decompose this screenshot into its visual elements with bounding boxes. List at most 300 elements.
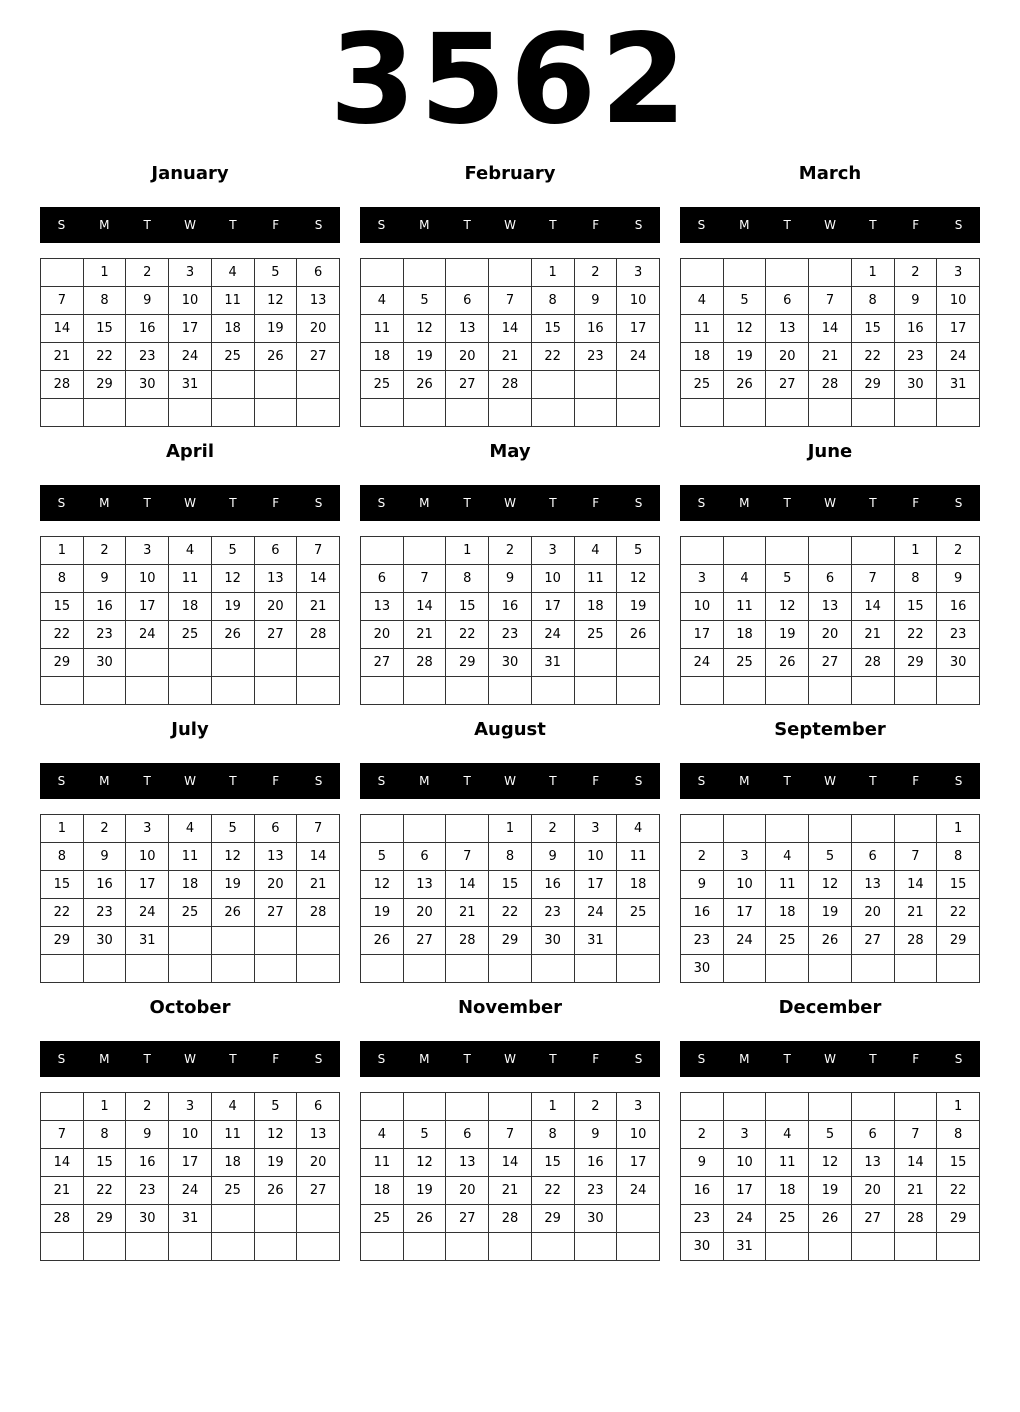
day-cell: 6 — [766, 287, 809, 315]
day-cell — [403, 955, 446, 983]
day-cell — [403, 399, 446, 427]
day-cell — [446, 815, 489, 843]
weekday-label: W — [824, 774, 836, 788]
day-cell — [361, 1093, 404, 1121]
day-cell — [723, 1093, 766, 1121]
day-cell: 10 — [531, 565, 574, 593]
day-cell: 9 — [681, 1149, 724, 1177]
day-cell: 28 — [41, 1205, 84, 1233]
day-cell — [617, 677, 660, 705]
day-cell — [361, 399, 404, 427]
weekday-label: T — [869, 1052, 877, 1066]
day-cell — [126, 955, 169, 983]
weekday-label: S — [377, 496, 386, 510]
day-cell: 1 — [937, 1093, 980, 1121]
day-cell: 13 — [403, 871, 446, 899]
week-row — [41, 1233, 340, 1261]
week-row — [41, 1121, 340, 1149]
day-cell: 25 — [169, 899, 212, 927]
day-cell: 10 — [723, 1149, 766, 1177]
weekday-label: T — [869, 496, 877, 510]
day-cell: 31 — [574, 927, 617, 955]
day-cell: 26 — [361, 927, 404, 955]
day-cell: 19 — [809, 1177, 852, 1205]
day-cell: 26 — [766, 649, 809, 677]
week-row — [361, 1205, 660, 1233]
day-cell: 18 — [766, 1177, 809, 1205]
day-cell: 22 — [83, 1177, 126, 1205]
weekday-label: S — [954, 496, 963, 510]
week-row — [41, 843, 340, 871]
day-cell — [937, 955, 980, 983]
day-cell: 2 — [83, 537, 126, 565]
day-cell: 17 — [531, 593, 574, 621]
weekday-label: S — [954, 1052, 963, 1066]
day-cell — [681, 677, 724, 705]
day-cell: 16 — [894, 315, 937, 343]
weekday-label: S — [57, 496, 66, 510]
day-cell: 17 — [617, 315, 660, 343]
week-row — [361, 259, 660, 287]
day-cell: 1 — [851, 259, 894, 287]
weekday-label: W — [824, 218, 836, 232]
weekday-label: S — [697, 496, 706, 510]
weekday-label: T — [783, 774, 791, 788]
day-cell — [403, 815, 446, 843]
day-cell: 30 — [937, 649, 980, 677]
day-cell: 11 — [617, 843, 660, 871]
day-cell: 5 — [809, 1121, 852, 1149]
day-cell: 19 — [809, 899, 852, 927]
day-cell: 2 — [126, 259, 169, 287]
day-cell: 13 — [446, 1149, 489, 1177]
week-row — [361, 565, 660, 593]
day-cell: 23 — [489, 621, 532, 649]
day-cell: 23 — [531, 899, 574, 927]
day-cell: 3 — [126, 537, 169, 565]
day-cell: 4 — [211, 259, 254, 287]
day-cell: 3 — [723, 1121, 766, 1149]
weekday-label: M — [99, 496, 110, 510]
day-cell: 15 — [83, 1149, 126, 1177]
day-cell: 12 — [211, 843, 254, 871]
week-row — [681, 955, 980, 983]
day-cell: 9 — [681, 871, 724, 899]
day-cell: 21 — [809, 343, 852, 371]
day-cell: 10 — [574, 843, 617, 871]
weekday-label: F — [592, 496, 600, 510]
day-cell: 21 — [41, 1177, 84, 1205]
day-cell: 17 — [681, 621, 724, 649]
day-cell — [809, 815, 852, 843]
day-cell: 20 — [254, 593, 297, 621]
day-cell: 12 — [766, 593, 809, 621]
day-cell: 12 — [809, 1149, 852, 1177]
day-cell: 22 — [41, 621, 84, 649]
day-cell: 21 — [851, 621, 894, 649]
day-cell — [489, 955, 532, 983]
day-cell: 20 — [809, 621, 852, 649]
day-cell: 30 — [574, 1205, 617, 1233]
day-cell: 13 — [254, 843, 297, 871]
day-cell: 5 — [254, 1093, 297, 1121]
week-row — [41, 649, 340, 677]
day-cell: 28 — [894, 927, 937, 955]
day-cell: 9 — [83, 843, 126, 871]
week-row — [681, 315, 980, 343]
day-cell: 3 — [681, 565, 724, 593]
day-cell — [937, 677, 980, 705]
day-cell: 10 — [126, 843, 169, 871]
week-row — [361, 343, 660, 371]
day-cell — [766, 677, 809, 705]
day-cell — [489, 677, 532, 705]
day-cell: 24 — [937, 343, 980, 371]
day-cell: 6 — [403, 843, 446, 871]
day-cell — [254, 399, 297, 427]
weekday-label: F — [272, 218, 280, 232]
day-cell: 25 — [361, 371, 404, 399]
day-cell: 19 — [723, 343, 766, 371]
day-cell: 25 — [766, 927, 809, 955]
day-cell: 21 — [489, 343, 532, 371]
day-cell — [446, 1233, 489, 1261]
day-cell: 12 — [254, 287, 297, 315]
day-cell: 23 — [83, 899, 126, 927]
weekday-label: T — [229, 496, 237, 510]
day-cell — [297, 1205, 340, 1233]
weekday-label: T — [143, 496, 151, 510]
day-cell — [617, 371, 660, 399]
day-cell: 22 — [851, 343, 894, 371]
day-cell — [809, 955, 852, 983]
day-cell: 30 — [531, 927, 574, 955]
day-cell — [809, 537, 852, 565]
day-cell: 20 — [297, 1149, 340, 1177]
day-cell — [361, 955, 404, 983]
day-cell: 17 — [617, 1149, 660, 1177]
weekday-label: S — [57, 218, 66, 232]
week-row — [681, 537, 980, 565]
day-cell: 9 — [574, 287, 617, 315]
week-row — [361, 1093, 660, 1121]
day-cell — [361, 537, 404, 565]
day-cell: 20 — [851, 899, 894, 927]
day-cell — [211, 649, 254, 677]
day-cell: 28 — [446, 927, 489, 955]
day-cell: 18 — [723, 621, 766, 649]
week-row — [41, 537, 340, 565]
day-cell: 24 — [169, 1177, 212, 1205]
day-cell: 31 — [937, 371, 980, 399]
day-cell: 1 — [894, 537, 937, 565]
day-cell: 13 — [809, 593, 852, 621]
day-cell — [681, 259, 724, 287]
day-cell — [361, 815, 404, 843]
day-cell: 8 — [41, 565, 84, 593]
day-cell — [574, 955, 617, 983]
week-row — [361, 371, 660, 399]
day-cell: 3 — [723, 843, 766, 871]
day-cell: 4 — [169, 815, 212, 843]
week-row — [41, 315, 340, 343]
weekday-label: M — [99, 1052, 110, 1066]
day-cell: 30 — [83, 927, 126, 955]
week-row — [41, 259, 340, 287]
day-cell — [851, 1233, 894, 1261]
week-row — [361, 621, 660, 649]
week-row — [681, 371, 980, 399]
day-cell: 27 — [403, 927, 446, 955]
day-cell: 3 — [126, 815, 169, 843]
day-cell: 22 — [489, 899, 532, 927]
day-cell: 14 — [297, 843, 340, 871]
day-cell: 26 — [809, 1205, 852, 1233]
day-cell — [446, 955, 489, 983]
week-row — [361, 815, 660, 843]
day-cell: 4 — [211, 1093, 254, 1121]
day-cell — [126, 649, 169, 677]
weekday-label: M — [419, 1052, 430, 1066]
week-row — [681, 815, 980, 843]
day-cell: 4 — [169, 537, 212, 565]
day-cell — [361, 677, 404, 705]
weekday-header — [40, 763, 340, 799]
day-cell: 5 — [211, 537, 254, 565]
day-cell — [169, 1233, 212, 1261]
day-cell: 17 — [723, 899, 766, 927]
day-cell: 18 — [574, 593, 617, 621]
day-cell: 26 — [211, 899, 254, 927]
day-cell — [489, 1233, 532, 1261]
month-name: April — [165, 441, 215, 462]
month-name: July — [171, 719, 209, 740]
week-row — [361, 1233, 660, 1261]
day-cell — [574, 649, 617, 677]
day-cell: 22 — [894, 621, 937, 649]
day-cell: 13 — [254, 565, 297, 593]
weekday-label: S — [377, 1052, 386, 1066]
day-cell: 7 — [41, 287, 84, 315]
day-cell: 1 — [446, 537, 489, 565]
weekday-label: M — [419, 496, 430, 510]
month-name: May — [489, 441, 531, 462]
day-cell: 31 — [126, 927, 169, 955]
day-cell: 7 — [489, 287, 532, 315]
day-cell: 22 — [531, 1177, 574, 1205]
day-cell: 24 — [169, 343, 212, 371]
day-cell — [809, 1093, 852, 1121]
day-cell: 3 — [617, 259, 660, 287]
week-row — [681, 565, 980, 593]
day-cell: 22 — [41, 899, 84, 927]
day-cell: 15 — [489, 871, 532, 899]
day-cell — [83, 955, 126, 983]
day-cell: 16 — [126, 315, 169, 343]
day-cell: 20 — [851, 1177, 894, 1205]
day-cell: 2 — [681, 1121, 724, 1149]
day-cell: 10 — [617, 287, 660, 315]
day-cell: 5 — [403, 1121, 446, 1149]
weekday-label: M — [739, 774, 750, 788]
week-row — [681, 343, 980, 371]
weekday-label: T — [143, 774, 151, 788]
day-cell — [83, 677, 126, 705]
day-cell: 27 — [297, 1177, 340, 1205]
day-cell: 26 — [254, 1177, 297, 1205]
day-cell: 23 — [894, 343, 937, 371]
weekday-header — [680, 485, 980, 521]
day-cell: 27 — [254, 899, 297, 927]
day-grid — [40, 536, 340, 705]
day-cell: 23 — [574, 343, 617, 371]
day-cell: 2 — [531, 815, 574, 843]
day-cell: 23 — [937, 621, 980, 649]
weekday-label: S — [634, 1052, 643, 1066]
day-cell: 24 — [617, 343, 660, 371]
day-cell: 5 — [254, 259, 297, 287]
day-cell — [169, 677, 212, 705]
day-cell: 31 — [723, 1233, 766, 1261]
day-cell — [41, 399, 84, 427]
week-row — [361, 593, 660, 621]
day-cell: 7 — [297, 815, 340, 843]
day-cell: 25 — [617, 899, 660, 927]
day-cell: 7 — [809, 287, 852, 315]
day-cell — [489, 399, 532, 427]
weekday-label: S — [377, 218, 386, 232]
day-cell: 6 — [254, 537, 297, 565]
day-cell — [126, 677, 169, 705]
weekday-label: F — [912, 774, 920, 788]
day-cell: 21 — [297, 593, 340, 621]
day-cell — [851, 815, 894, 843]
day-cell — [254, 927, 297, 955]
day-cell — [851, 955, 894, 983]
day-cell — [851, 1093, 894, 1121]
day-cell: 19 — [403, 1177, 446, 1205]
day-cell: 27 — [297, 343, 340, 371]
day-cell: 14 — [894, 1149, 937, 1177]
day-cell: 12 — [723, 315, 766, 343]
day-cell: 21 — [446, 899, 489, 927]
week-row — [681, 1177, 980, 1205]
day-cell: 11 — [766, 871, 809, 899]
day-cell: 8 — [531, 1121, 574, 1149]
weekday-label: M — [739, 1052, 750, 1066]
day-cell — [254, 1205, 297, 1233]
day-cell: 1 — [531, 259, 574, 287]
week-row — [361, 649, 660, 677]
week-row — [41, 1177, 340, 1205]
day-cell: 31 — [531, 649, 574, 677]
weekday-label: F — [272, 1052, 280, 1066]
day-cell: 7 — [446, 843, 489, 871]
day-cell — [41, 1233, 84, 1261]
weekday-label: T — [463, 218, 471, 232]
day-cell: 18 — [169, 871, 212, 899]
weekday-label: S — [954, 774, 963, 788]
day-cell: 26 — [617, 621, 660, 649]
weekday-label: T — [229, 774, 237, 788]
day-cell: 24 — [723, 927, 766, 955]
week-row — [681, 1121, 980, 1149]
day-cell: 28 — [297, 621, 340, 649]
day-cell: 14 — [446, 871, 489, 899]
day-cell — [766, 259, 809, 287]
day-cell: 22 — [83, 343, 126, 371]
day-cell — [41, 1093, 84, 1121]
day-cell: 30 — [83, 649, 126, 677]
day-cell: 9 — [489, 565, 532, 593]
day-cell: 19 — [617, 593, 660, 621]
day-grid — [40, 1092, 340, 1261]
day-cell: 12 — [403, 1149, 446, 1177]
week-row — [41, 287, 340, 315]
day-cell — [403, 1233, 446, 1261]
day-cell — [809, 259, 852, 287]
day-cell: 31 — [169, 1205, 212, 1233]
weekday-label: T — [783, 218, 791, 232]
day-cell: 11 — [681, 315, 724, 343]
week-row — [681, 1149, 980, 1177]
day-cell: 15 — [937, 871, 980, 899]
day-cell — [766, 399, 809, 427]
day-cell — [126, 399, 169, 427]
week-row — [41, 621, 340, 649]
week-row — [41, 399, 340, 427]
day-cell: 15 — [83, 315, 126, 343]
day-cell — [41, 677, 84, 705]
day-cell: 25 — [681, 371, 724, 399]
year-title: 3562 — [329, 8, 691, 152]
weekday-label: W — [504, 1052, 516, 1066]
day-cell: 14 — [41, 315, 84, 343]
day-cell: 31 — [169, 371, 212, 399]
day-cell: 18 — [617, 871, 660, 899]
day-cell: 27 — [851, 1205, 894, 1233]
week-row — [361, 537, 660, 565]
weekday-header — [680, 763, 980, 799]
day-cell — [446, 259, 489, 287]
day-cell: 9 — [937, 565, 980, 593]
day-cell: 10 — [126, 565, 169, 593]
day-cell: 3 — [169, 259, 212, 287]
day-cell: 8 — [531, 287, 574, 315]
day-grid — [680, 536, 980, 705]
day-cell — [851, 537, 894, 565]
week-row — [681, 593, 980, 621]
weekday-label: M — [99, 774, 110, 788]
day-cell: 18 — [169, 593, 212, 621]
day-cell — [681, 537, 724, 565]
day-grid — [680, 258, 980, 427]
day-cell: 10 — [723, 871, 766, 899]
day-cell: 14 — [894, 871, 937, 899]
day-cell: 15 — [531, 315, 574, 343]
day-cell: 20 — [254, 871, 297, 899]
week-row — [41, 565, 340, 593]
day-cell: 8 — [83, 1121, 126, 1149]
day-cell: 10 — [169, 1121, 212, 1149]
day-cell: 11 — [361, 1149, 404, 1177]
week-row — [41, 677, 340, 705]
day-cell: 30 — [126, 371, 169, 399]
day-cell: 2 — [681, 843, 724, 871]
day-cell: 21 — [297, 871, 340, 899]
day-cell: 8 — [446, 565, 489, 593]
day-cell: 12 — [809, 871, 852, 899]
